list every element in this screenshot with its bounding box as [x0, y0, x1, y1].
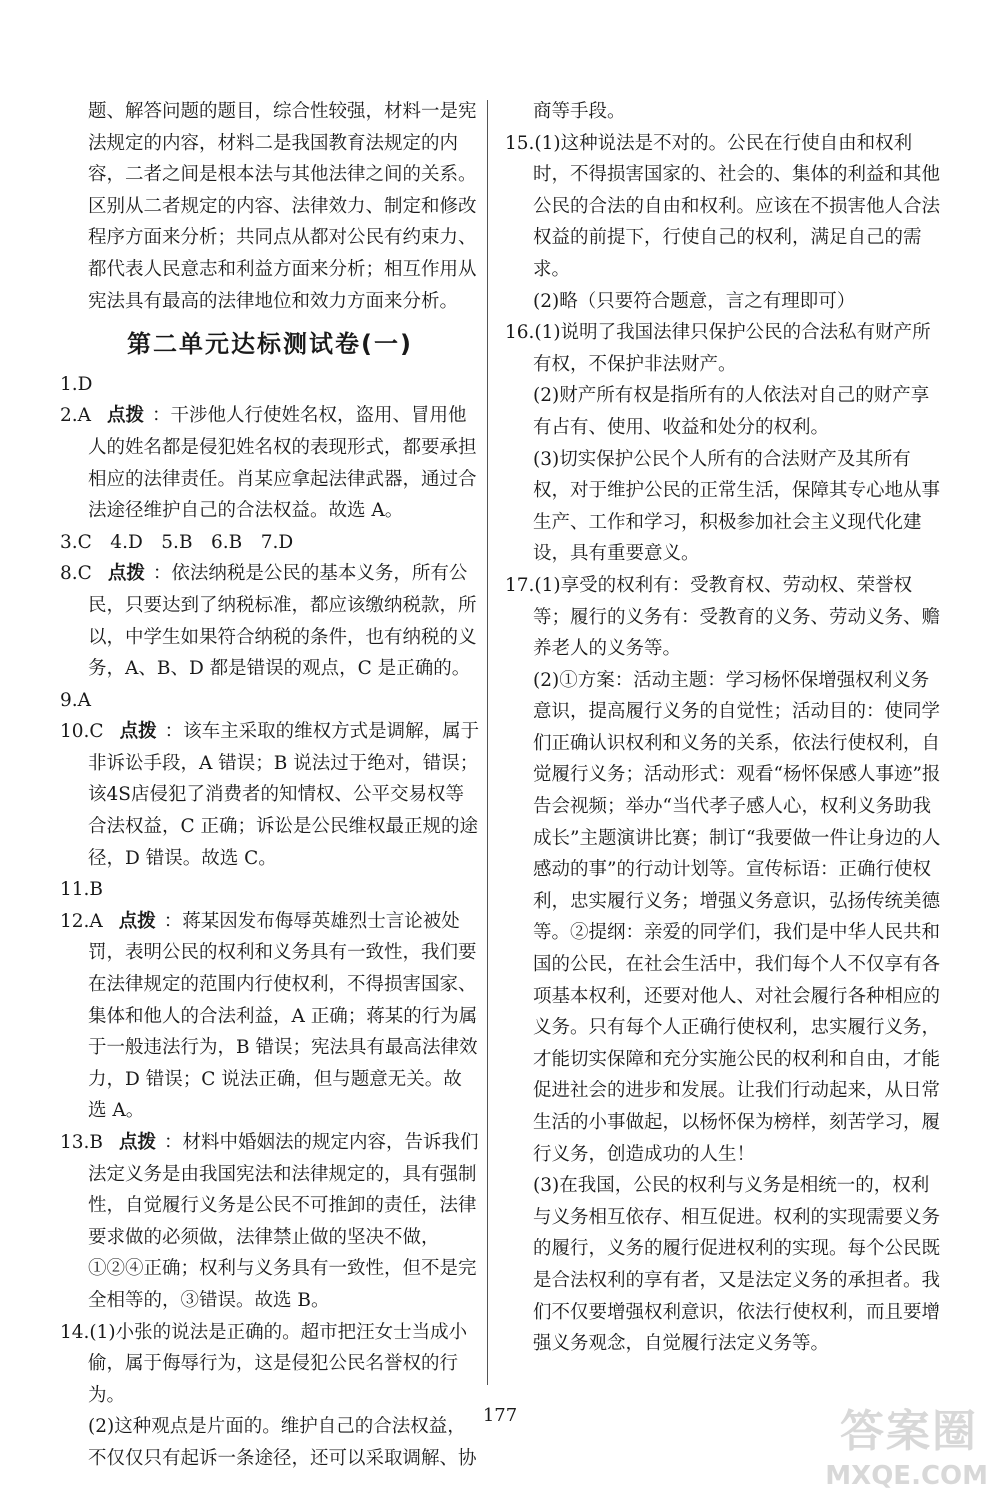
page-number: 177 [482, 1405, 518, 1426]
answer-13 [60, 1127, 480, 1317]
answer-12-label: 12.A [60, 910, 103, 932]
answer-13-text: ：材料中婚姻法的规定内容，告诉我们法定义务是由我国宪法和法律规定的，具有强制性，自觉履行义务是公民不可推卸的责任，法律要求做的必须做，法律禁止做的坚决不做，①②④正确；权利与义务具有一致性，但不是完全相等的，③错误。故选 B。 [88, 1132, 479, 1311]
answers-3-7: 3.C 4.D 5.B 6.B 7.D [60, 531, 294, 553]
watermark-text: 答案圈 [840, 1406, 978, 1457]
left-column [60, 96, 480, 1475]
answer-10-label: 10.C [60, 721, 104, 743]
answer-16-part-3: (3)切实保护公民个人所有的合法财产及其所有权，对于维护公民的正常生活，保障其专心地从事生产、工作和学习，积极参加社会主义现代化建设，具有重要意义。 [533, 448, 941, 565]
answer-11: 11.B [60, 879, 104, 901]
answer-16-part-2: (2)财产所有权是指所有的人依法对自己的财产享有占有、使用、收益和处分的权利。 [533, 385, 930, 438]
hint-label: 点拨 [107, 563, 145, 585]
answer-14-continued: 商等手段。 [533, 101, 626, 122]
hint-label: 点拨 [119, 721, 157, 743]
answer-17-part-3: (3)在我国，公民的权利与义务是相统一的，权利与义务相互依存、相互促进。权利的实现需要义务的履行，义务的履行促进权利的实现。每个公民既是合法权利的享有者，又是法定义务的承担者。我们不仅要增强权利意识，依法行使权利，而且要增强义务观念，自觉履行法定义务等。 [533, 1175, 941, 1355]
answer-1: 1.D [60, 373, 93, 395]
watermark-url: MXQE.COM [825, 1461, 988, 1491]
answer-17-part-1: 17.(1)享受的权利有：受教育权、劳动权、荣誉权等；履行的义务有：受教育的义务、劳动义务、赡养老人的义务等。 [505, 574, 941, 660]
hint-label: 点拨 [118, 910, 156, 932]
watermark-logo [778, 1395, 988, 1491]
right-column [505, 96, 945, 1360]
answer-12-text: ：蒋某因发布侮辱英雄烈士言论被处罚，表明公民的权利和义务具有一致性，我们要在法律规定的范围内行使权利，不得损害国家、集体和他人的合法利益，A 正确；蒋某的行为属于一般违法行为，B 错误；宪法具有最高法律效力，D 错误；C 说法正确，但与题意无关。故选 A。 [88, 910, 478, 1122]
answer-15-part-2: (2)略（只要符合题意，言之有理即可） [533, 290, 856, 312]
answer-13-label: 13.B [60, 1132, 104, 1153]
section-title: 第二单元达标测试卷(一) [127, 330, 413, 359]
answer-2-label: 2.A [60, 405, 92, 427]
answer-8-label: 8.C [60, 563, 92, 585]
answer-8-text: ：依法纳税是公民的基本义务，所有公民，只要达到了纳税标准，都应该缴纳税款，所以，中学生如果符合纳税的条件，也有纳税的义务，A、B、D 都是错误的观点，C 是正确的。 [88, 563, 477, 680]
answer-17-part-2: (2)①方案：活动主题：学习杨怀保增强权利义务意识，提高履行义务的自觉性；活动目的：使同学们正确认识权利和义务的关系，依法行使权利，自觉履行义务；活动形式：观看“杨怀保感人事迹”报告会视频；举办“当代孝子感人心，权利义务助我成长”主题演讲比赛；制订“我要做一件让身边的人感动的事”的行动计划等。宣传标语：正确行使权利，忠实履行义务；增强义务意识，弘扬传统美德等。②提纲：亲爱的同学们，我们是中华人民共和国的公民，在社会生活中，我们每个人不仅享有各项基本权利，还要对他人、对社会履行各种相应的义务。只有每个人正确行使权利，忠实履行义务，才能切实保障和充分实施公民的权利和自由，才能促进社会的进步和发展。让我们行动起来，从日常生活的小事做起，以杨怀保为榜样，刻苦学习，履行义务，创造成功的人生！ [533, 669, 941, 1165]
hint-label: 点拨 [119, 1132, 157, 1153]
answer-10-text: ：该车主采取的维权方式是调解，属于非诉讼手段，A 错误；B 说法过于绝对，错误；该4S店侵犯了消费者的知情权、公平交易权等合法权益，C 正确；诉讼是公民维权最正规的途径，D 错误。故选 C。 [88, 721, 480, 869]
answer-8 [60, 558, 480, 684]
answer-14-part-1: 14.(1)小张的说法是正确的。超市把汪女士当成小偷，属于侮辱行为，这是侵犯公民名誉权的行为。 [60, 1321, 468, 1406]
intro-paragraph: 题、解答问题的题目，综合性较强，材料一是宪法规定的内容，材料二是我国教育法规定的内容，二者之间是根本法与其他法律之间的关系。区别从二者规定的内容、法律效力、制定和修改程序方面来分析；共同点从都对公民有约束力、都代表人民意志和利益方面来分析；相互作用从宪法具有最高的法律地位和效力方面来分析。 [88, 101, 477, 312]
column-divider [487, 100, 488, 1385]
hint-label: 点拨 [107, 405, 145, 427]
answer-10 [60, 716, 480, 874]
answer-12 [60, 906, 480, 1127]
answer-14-part-2: (2)这种观点是片面的。维护自己的合法权益，不仅仅只有起诉一条途径，还可以采取调解、协 [88, 1416, 477, 1469]
answer-9: 9.A [60, 689, 92, 711]
answer-2-text: ：干涉他人行使姓名权，盗用、冒用他人的姓名都是侵犯姓名权的表现形式，都要承担相应的法律责任。肖某应拿起法律武器，通过合法途径维护自己的合法权益。故选 A。 [88, 405, 477, 522]
answer-2 [60, 400, 480, 526]
answer-15-part-1: 15.(1)这种说法是不对的。公民在行使自由和权利时，不得损害国家的、社会的、集体的利益和其他公民的合法的自由和权利。应该在不损害他人合法权益的前提下，行使自己的权利，满足自己的需求。 [505, 132, 941, 280]
answer-16-part-1: 16.(1)说明了我国法律只保护公民的合法私有财产所有权，不保护非法财产。 [505, 322, 931, 375]
